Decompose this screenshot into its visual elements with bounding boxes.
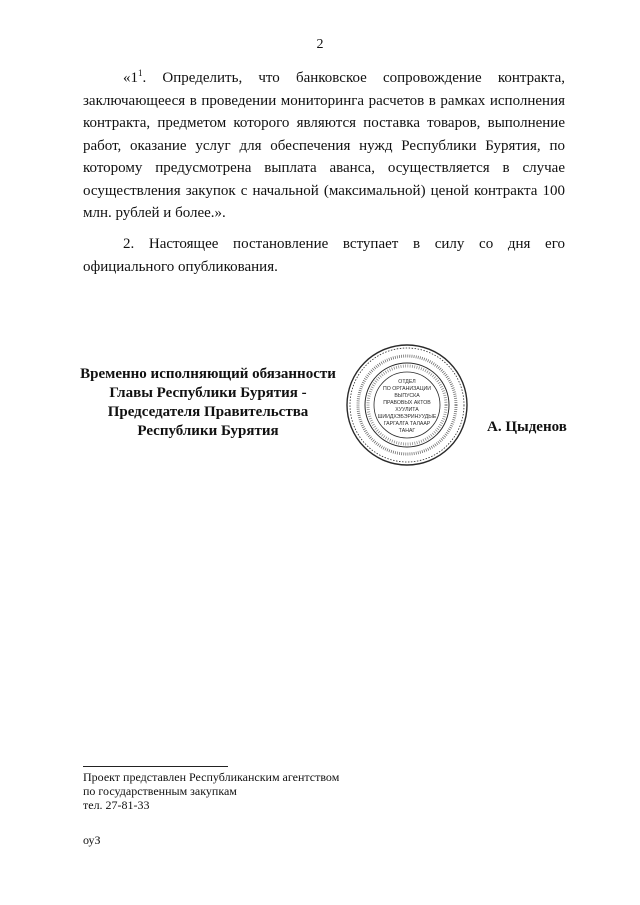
signer-title-line: Республики Бурятия [137, 423, 279, 439]
paragraph-amendment-text: . Определить, что банковское сопровождение контракта, заключающееся в проведении мониторинга расчетов в рамках исполнения контракта, предметом которого являются поставка товаров, выполнение работ, оказание услуг для обеспечения нужд Республики Бурятия, по которому предусмотрена выплата аванса, осуществляется в случае осуществления закупок с начальной (максимальной) ценой контракта 100 млн. рублей и более.». [83, 70, 565, 221]
footnote-divider [83, 766, 228, 767]
executor-code: оуЗ [83, 833, 101, 847]
seal-text-line: ПРАВОВЫХ АКТОВ [383, 400, 431, 406]
footnote-line: тел. 27-81-33 [83, 798, 150, 812]
signatory-name: А. Цыденов [487, 419, 567, 435]
seal-text-line: ГАРГАЛГА ТАЛААР [383, 421, 431, 427]
signer-title-line: Главы Республики Бурятия - [109, 385, 307, 401]
signer-title-line: Председателя Правительства [107, 404, 309, 420]
seal-text-line: ПО ОРГАНИЗАЦИИ [383, 386, 431, 392]
signer-title-block [60, 365, 356, 441]
paragraph-effective-date: 2. Настоящее постановление вступает в силу со дня его официального опубликования. [83, 236, 565, 275]
page-number: 2 [316, 37, 324, 52]
official-seal [345, 343, 469, 467]
footnote-block [83, 770, 403, 812]
seal-text-line: ТАНАГ [398, 428, 416, 434]
paragraph-amendment-superscript: 1 [138, 68, 143, 78]
seal-text-line: ХУУЛИТА [395, 407, 419, 413]
seal-text-line: ВЫПУСКА [394, 393, 420, 399]
seal-text-line: ШИИДХЭБЭРИНУУДЫЕ [377, 414, 437, 420]
paragraph-amendment-prefix: «1 [123, 70, 138, 86]
paragraph-amendment [83, 67, 565, 225]
signer-title-line: Временно исполняющий обязанности [80, 366, 336, 382]
footnote-line: Проект представлен Республиканским агентством [83, 770, 340, 784]
seal-text-line: ОТДЕЛ [398, 379, 416, 385]
footnote-line: по государственным закупкам [83, 784, 237, 798]
